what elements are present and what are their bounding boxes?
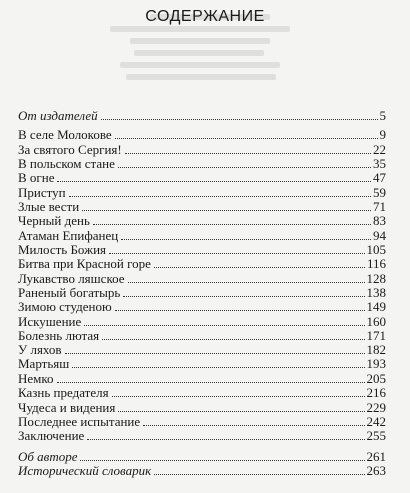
toc-entry-title: Казнь предателя [18, 385, 109, 400]
toc-entry-title: Злые вести [18, 199, 80, 214]
dot-leader [154, 474, 364, 475]
dot-leader [115, 310, 365, 311]
dot-leader [57, 382, 365, 383]
toc-entry-page: 116 [366, 256, 386, 271]
toc-entry-title: Исторический словарик [18, 463, 152, 478]
toc-entry [18, 108, 386, 124]
toc-entry-page: 35 [373, 156, 386, 171]
dot-leader [80, 460, 364, 461]
toc-entry-title: От издателей [18, 108, 98, 123]
toc-entry-page: 263 [366, 463, 386, 478]
dot-leader [69, 196, 371, 197]
toc-entry-page: 71 [373, 199, 386, 214]
toc-entry [18, 127, 386, 143]
toc-entry-page: 242 [366, 414, 386, 429]
dot-leader [65, 353, 365, 354]
toc-entry-title: Раненый богатырь [18, 285, 121, 300]
toc-entry-title: Лукавство ляшское [18, 271, 125, 286]
toc-entry-title: Мартьяш [18, 356, 70, 371]
dot-leader [101, 119, 378, 120]
toc-entry-page: 105 [366, 242, 386, 257]
dot-leader [121, 239, 371, 240]
dot-leader [154, 267, 365, 268]
toc-entry [18, 385, 386, 401]
toc-entry-page: 160 [366, 314, 386, 329]
dot-leader [115, 138, 378, 139]
toc-entry-page: 59 [373, 185, 386, 200]
toc-entry-page: 5 [379, 108, 386, 123]
toc-entry-page: 22 [373, 142, 386, 157]
dot-leader [87, 439, 364, 440]
toc-entry [18, 213, 386, 229]
dot-leader [109, 253, 364, 254]
toc-entry-title: Последнее испытание [18, 414, 141, 429]
toc-entry-title: Черный день [18, 213, 90, 228]
toc-entry [18, 463, 386, 479]
toc-entry-title: Милость Божия [18, 242, 107, 257]
toc-entry-title: В огне [18, 170, 55, 185]
toc-entry-title: В селе Молокове [18, 127, 112, 142]
bleed-through-text [110, 14, 310, 104]
dot-leader [128, 282, 365, 283]
dot-leader [82, 210, 371, 211]
toc-entry-title: В польском стане [18, 156, 115, 171]
dot-leader [72, 367, 364, 368]
dot-leader [123, 296, 364, 297]
toc-entry-page: 216 [366, 385, 386, 400]
dot-leader [143, 425, 364, 426]
dot-leader [125, 153, 371, 154]
toc-entry-page: 205 [366, 371, 386, 386]
toc-entry-title: Битва при Красной горе [18, 256, 151, 271]
dot-leader [118, 411, 364, 412]
toc-entry [18, 170, 386, 186]
toc-entry-page: 47 [373, 170, 386, 185]
toc-entry-page: 171 [366, 328, 386, 343]
toc-entry-page: 193 [366, 356, 386, 371]
toc-entry-title: Заключение [18, 428, 85, 443]
toc-entry-title: Чудеса и видения [18, 400, 116, 415]
toc-entry-title: Немко [18, 371, 54, 386]
toc-entry-page: 261 [366, 449, 386, 464]
toc-entry-page: 182 [366, 342, 386, 357]
toc-entry-title: За святого Сергия! [18, 142, 122, 157]
toc-entry-title: Болезнь лютая [18, 328, 100, 343]
toc-entry [18, 428, 386, 444]
toc-entry [18, 299, 386, 315]
toc-entry-title: Об авторе [18, 449, 78, 464]
toc-entry-page: 138 [366, 285, 386, 300]
dot-leader [118, 167, 371, 168]
toc-entry-title: Приступ [18, 185, 66, 200]
toc-entry-page: 255 [366, 428, 386, 443]
dot-leader [57, 181, 371, 182]
toc-entry [18, 256, 386, 272]
page-title: СОДЕРЖАНИЕ [145, 8, 265, 25]
toc-entry-page: 128 [366, 271, 386, 286]
dot-leader [112, 396, 365, 397]
toc-entry-page: 94 [373, 228, 386, 243]
toc-entry-page: 9 [379, 127, 386, 142]
toc-entry-page: 149 [366, 299, 386, 314]
toc-entry-page: 229 [366, 400, 386, 415]
toc-entry-title: У ляхов [18, 342, 62, 357]
toc-entry [18, 356, 386, 372]
dot-leader [93, 224, 371, 225]
dot-leader [84, 325, 364, 326]
toc-entry-title: Искушение [18, 314, 82, 329]
dot-leader [102, 339, 364, 340]
toc-entry-title: Атаман Епифанец [18, 228, 119, 243]
toc-entry-title: Зимою студеною [18, 299, 112, 314]
toc-entry-page: 83 [373, 213, 386, 228]
